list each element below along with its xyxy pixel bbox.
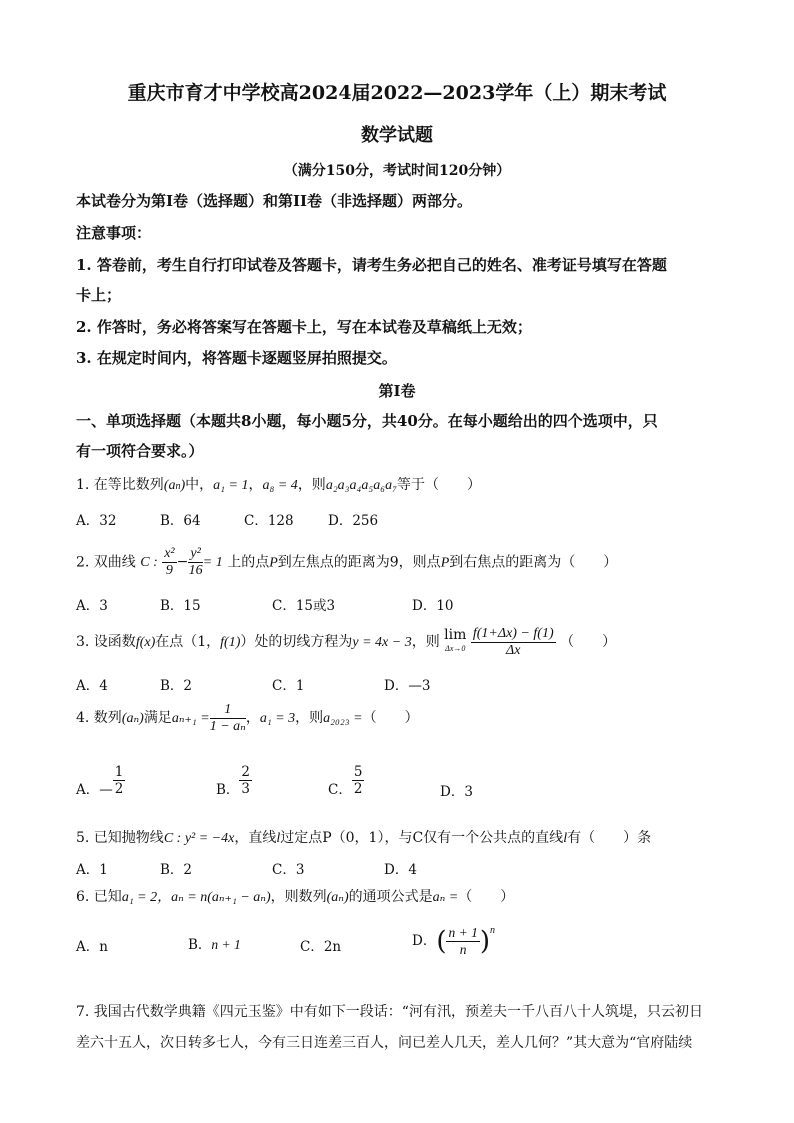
q3-text: 在点（1， (155, 634, 221, 650)
q1-text: 等于（ ） (397, 477, 482, 493)
q6-text: ，则数列 (270, 889, 327, 905)
q5-option-b: B．2 (160, 862, 193, 878)
q3-option-b: B．2 (160, 678, 193, 694)
q2-text: 上的点 (227, 554, 270, 571)
question-3: 3. 设函数f(x)在点（1，f(1)）处的切线方程为y = 4x − 3，则 lim Δx→0 $\frac{f(1+\Delta x) - f(1)}{\Delta x}$ （ ） (76, 625, 617, 658)
question-1: 1. 在等比数列(an)中，a₁ = 1，a₈ = 4，则a₂a₃a₄a₅a₆a₇等于（ ） (76, 477, 482, 493)
q2-option-a: A．3 (76, 598, 108, 614)
q1-text: 中， (185, 477, 214, 493)
q3-difference-quotient: $\frac{f(1+\Delta x) - f(1)}{\Delta x}$ (472, 625, 554, 658)
section-heading: 一、单项选择题（本题共8小题，每小题5分，共40分。在每小题给出的四个选项中，只 (76, 412, 658, 430)
q3-text: （ ） (560, 634, 617, 650)
q3-option-a: A．4 (76, 678, 108, 694)
q1-text: ，则 (297, 477, 326, 493)
q2-hyperbola-equation: C : $\frac{\text{x²}}{9}$ − $\frac{\text{y²}}{16}$ = 1 (140, 545, 223, 578)
section-heading-cont: 有一项符合要求。） (76, 442, 204, 460)
q4-recurrence-fraction: $\frac{1}{\text{1 − aₙ}}$ (209, 701, 246, 734)
q6-option-a: A．n (76, 939, 108, 955)
question-4: 4. 数列(aₙ)满足aₙ₊₁ = $\frac{1}{\text{1 − aₙ}}$ ，a₁ = 3，则a₂₀₂₃ =（ ） (76, 701, 419, 734)
q5-option-c: C．3 (272, 862, 305, 878)
q2-text: 到右焦点的距离为（ ） (449, 554, 618, 571)
q4-option-d: D．3 (440, 784, 473, 800)
q5-text: 5. 已知抛物线 (76, 830, 164, 846)
q4-option-b: B． $\frac{2}{3}$ (216, 764, 251, 798)
q6-text: 6. 已知 (76, 889, 122, 905)
notice-title: 注意事项： (76, 224, 152, 242)
q3-text: ，则 (411, 634, 440, 650)
q3-option-c: C．1 (272, 678, 305, 694)
q5-text: 有（ ）条 (567, 830, 652, 846)
q6-text: 的通项公式是 (348, 889, 433, 905)
q1-condition: a₁ = 1 (213, 478, 249, 493)
q6-option-b: B．n + 1 (188, 937, 241, 953)
q4-text: ，则 (295, 710, 324, 726)
q1-option-c: C．128 (244, 513, 294, 529)
q1-condition: a₈ = 4 (262, 478, 298, 493)
q1-product: a₂a₃a₄a₅a₆a₇ (325, 478, 398, 493)
q2-text: 2. 双曲线 (76, 554, 136, 571)
q1-text: 1. 在等比数列 (76, 477, 164, 493)
q6-recurrence: a₁ = 2，aₙ = n(aₙ₊₁ − aₙ) (121, 890, 271, 905)
question-2: 2. 双曲线 C : $\frac{\text{x²}}{9}$ − $\frac{\text{y²}}{16}$ = 1 上的点P到左焦点的距离为9，则点P到右焦点的距离为（ ） (76, 542, 617, 582)
q3-tangent-line: y = 4x − 3 (352, 635, 412, 650)
q4-option-a: A．— $\frac{1}{2}$ (76, 764, 124, 798)
notice-item-2: 2. 作答时，务必将答案写在答题卡上，写在本试卷及草稿纸上无效； (76, 318, 532, 336)
q5-option-d: D．4 (384, 862, 417, 878)
q3-text: ）处的切线方程为 (240, 634, 353, 650)
q6-option-c: C．2n (300, 939, 342, 955)
q4-text: （ ） (362, 710, 419, 726)
q3-text: 3. 设函数 (76, 634, 136, 650)
question-5: 5. 已知抛物线C : y² = −4x，直线l过定点P（0，1），与C仅有一个公共点的直线l有（ ）条 (76, 830, 652, 846)
q4-option-c: C． $\frac{5}{2}$ (328, 764, 363, 798)
q4-text: 满足 (143, 710, 172, 726)
q5-option-a: A．1 (76, 862, 108, 878)
question-7: 7. 我国古代数学典籍《四元玉鉴》中有如下一段话：“河有汛，预差夫一千八百八十人筑堤，只云初日 (76, 1004, 703, 1020)
q3-limit: lim Δx→0 (444, 627, 467, 653)
q4-text: 4. 数列 (76, 710, 122, 726)
notice-item-1-cont: 卡上； (76, 286, 122, 304)
q5-text: ，直线 (234, 830, 277, 846)
page-subtitle: 数学试题 (361, 125, 433, 146)
intro-line: 本试卷分为第I卷（选择题）和第II卷（非选择题）两部分。 (76, 192, 473, 210)
q5-parabola: C : y² = −4x (163, 831, 235, 846)
q1-option-a: A．32 (76, 513, 117, 529)
q5-text: ，与C仅有一个公共点的直线 (384, 830, 564, 846)
q5-text: 过定点 (280, 830, 323, 846)
exam-meta: （满分150分，考试时间120分钟） (283, 163, 511, 179)
q2-text: 到左焦点的距离为9，则点 (277, 554, 441, 571)
q6-text: （ ） (458, 889, 515, 905)
q1-sequence: (a (163, 478, 176, 493)
q6-option-d: D．( $\frac{n + 1}{n}$ )$^n$ (412, 925, 496, 957)
q2-option-b: B．15 (160, 598, 201, 614)
question-6: 6. 已知a₁ = 2，aₙ = n(aₙ₊₁ − aₙ)，则数列(aₙ)的通项公式是aₙ =（ ） (76, 889, 515, 905)
q4-recurrence: aₙ₊₁ = (171, 711, 210, 726)
q2-fraction-y: $\frac{\text{y²}}{16}$ (188, 545, 203, 578)
volume-title: 第I卷 (378, 382, 416, 400)
q2-option-d: D．10 (412, 598, 454, 614)
q2-fraction-x: $\frac{\text{x²}}{9}$ (164, 545, 175, 578)
q3-option-d: D．—3 (384, 678, 431, 694)
question-7-cont: 差六十五人，次日转多七人，今有三日连差三百人，问已差人几天，差人几何？”其大意为“官府陆续 (76, 1035, 693, 1051)
q2-option-c: C．15或3 (272, 598, 336, 614)
q1-option-b: B．64 (160, 513, 201, 529)
page-title: 重庆市育才中学校高2024届2022—2023学年（上）期末考试 (127, 82, 667, 104)
notice-item-3: 3. 在规定时间内，将答题卡逐题竖屏拍照提交。 (76, 349, 397, 367)
notice-item-1: 1. 答卷前，考生自行打印试卷及答题卡，请考生务必把自己的姓名、准考证号填写在答题 (76, 256, 667, 274)
q1-option-d: D．256 (328, 513, 379, 529)
